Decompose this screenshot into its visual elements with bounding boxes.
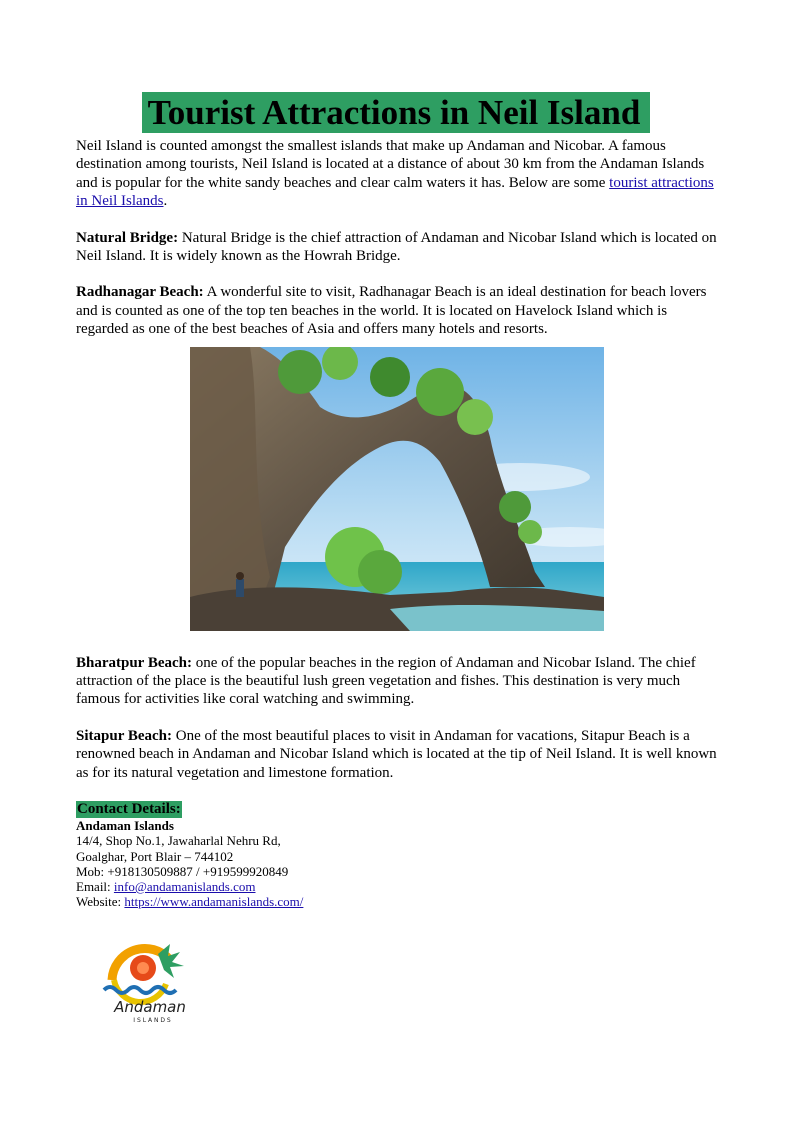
contact-website-line [76,894,718,909]
contact-block [76,800,718,909]
document-body [76,92,718,909]
natural-bridge-photo [190,347,604,631]
andaman-logo [100,940,200,1024]
section-text: Natural Bridge is the chief attraction of Andaman and Nicobar Island which is located on Neil Island. It is widely known as the Howrah Bridge. [76,229,717,265]
page-title: Tourist Attractions in Neil Island [142,92,651,133]
contact-name: Andaman Islands [76,818,174,834]
natural-bridge-image [190,347,604,631]
section-natural-bridge [76,229,718,266]
intro-end: . [163,193,168,210]
email-label: Email: [76,878,114,894]
contact-email-line [76,879,718,894]
section-bharatpur-beach [76,654,718,709]
email-link[interactable]: info@andamanislands.com [113,878,256,894]
logo-wordmark: Andaman [114,998,186,1016]
section-radhanagar-beach [76,283,718,338]
section-text: A wonderful site to visit, Radhanagar Beach is an ideal destination for beach lovers and is counted as one of the top ten beaches in the world. It is located on Havelock Island which is regarded as one of the best beaches of Asia and offers many hotels and resorts. [76,284,707,338]
section-heading: Sitapur Beach: [76,727,172,744]
section-sitapur-beach [76,727,718,782]
website-link[interactable]: https://www.andamanislands.com/ [124,894,304,910]
contact-mobile: Mob: +918130509887 / +919599920849 [76,863,289,879]
contact-address-line1: 14/4, Shop No.1, Jawaharlal Nehru Rd, [76,833,281,849]
attractions-link[interactable]: tourist attractions in Neil Islands [76,174,714,210]
logo-subtext: I S L A N D S [133,1017,171,1024]
section-heading: Bharatpur Beach: [76,654,192,671]
contact-address-line2: Goalghar, Port Blair – 744102 [76,848,234,864]
section-text: one of the popular beaches in the region of Andaman and Nicobar Island. The chief attraction of the place is the beautiful lush green vegetation and fishes. This destination is very much famous for activities like coral watching and swimming. [76,654,696,708]
logo-graphic [100,940,200,1024]
website-label: Website: [76,894,125,910]
title-wrap [76,92,718,133]
intro-paragraph [76,137,718,211]
intro-text: Neil Island is counted amongst the smallest islands that make up Andaman and Nicobar. A famous destination among tourists, Neil Island is located at a distance of about 30 km from the Andaman Islands and is popular for the white sandy beaches and clear calm waters it has. Below are some [76,138,705,191]
section-heading: Radhanagar Beach: [76,284,204,301]
section-text: One of the most beautiful places to visit in Andaman for vacations, Sitapur Beach is a renowned beach in Andaman and Nicobar Island which is located at the tip of Neil Island. It is well known as for its natural vegetation and limestone formation. [76,727,717,781]
contact-heading: Contact Details: [77,801,181,818]
section-heading: Natural Bridge: [76,229,179,246]
